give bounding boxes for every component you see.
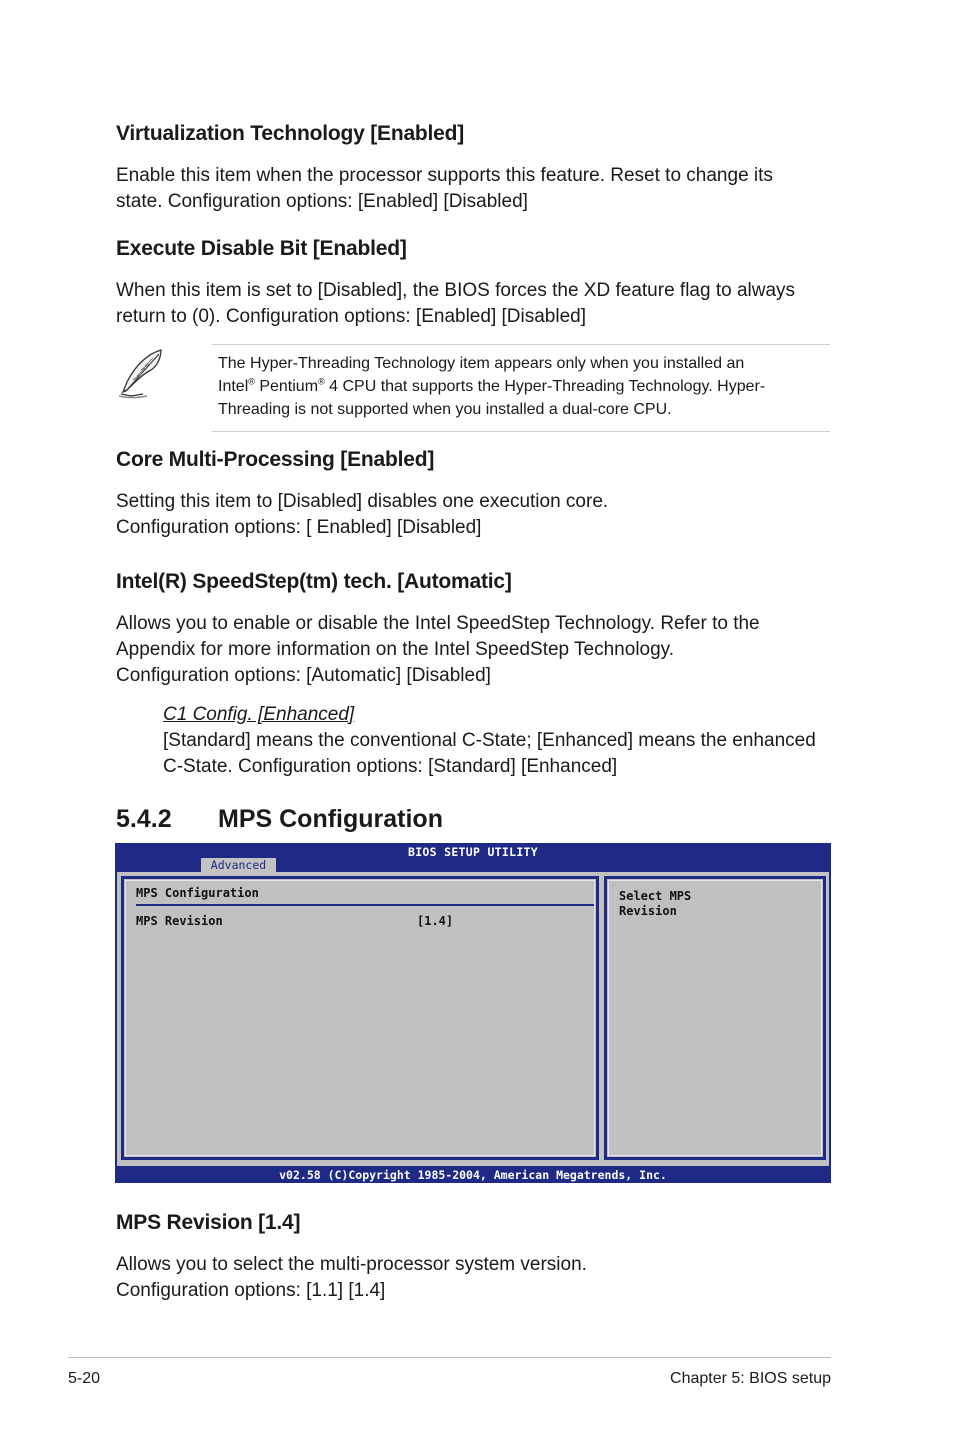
mps-revision-label[interactable]: MPS Revision (136, 914, 223, 928)
note-fragment: 4 CPU that supports the Hyper-Threading Technology. Hyper- (324, 378, 766, 395)
bios-footer: v02.58 (C)Copyright 1985-2004, American Megatrends, Inc. (279, 1168, 667, 1182)
registered-mark: ® (248, 376, 255, 387)
bios-help-panel (604, 876, 826, 1160)
note-box (212, 344, 830, 432)
divider (136, 904, 594, 906)
text-line: Configuration options: [1.1] [1.4] (116, 1280, 386, 1301)
note-fragment: Intel (218, 378, 249, 395)
note-fragment: Pentium (254, 378, 319, 395)
section-number: 5.4.2 (116, 805, 172, 833)
section-title: MPS Configuration (218, 805, 443, 833)
registered-mark: ® (318, 376, 325, 387)
note-line: Threading is not supported when you installed a dual-core CPU. (218, 401, 672, 418)
paragraph-execute-disable (116, 278, 836, 330)
text-line: C-State. Configuration options: [Standard] [Enhanced] (163, 756, 618, 777)
heading-core-multi: Core Multi-Processing [Enabled] (116, 448, 435, 471)
text-line: Enable this item when the processor supports this feature. Reset to change its (116, 165, 773, 186)
help-line: Select MPS (619, 889, 692, 903)
bios-screen (115, 843, 831, 1183)
note-text (218, 352, 765, 421)
text-line: Allows you to enable or disable the Intel SpeedStep Technology. Refer to the (116, 613, 760, 634)
heading-speedstep: Intel(R) SpeedStep(tm) tech. [Automatic] (116, 570, 512, 593)
bios-help-text (619, 889, 691, 919)
paragraph-mps-revision (116, 1252, 836, 1304)
text-line: state. Configuration options: [Enabled] [Disabled] (116, 191, 528, 212)
help-line: Revision (619, 904, 677, 918)
note-line (218, 375, 765, 398)
text-line: When this item is set to [Disabled], the BIOS forces the XD feature flag to always (116, 280, 796, 301)
heading-execute-disable: Execute Disable Bit [Enabled] (116, 237, 407, 260)
feather-pen-icon (113, 346, 169, 402)
paragraph-core-multi (116, 489, 836, 541)
text-line: Setting this item to [Disabled] disables one execution core. (116, 491, 609, 512)
bios-title: BIOS SETUP UTILITY (407, 845, 539, 859)
paragraph-speedstep (116, 611, 836, 689)
footer-rule (68, 1357, 831, 1358)
chapter-label: Chapter 5: BIOS setup (670, 1370, 831, 1387)
heading-mps-revision: MPS Revision [1.4] (116, 1211, 301, 1234)
text-line: Configuration options: [ Enabled] [Disabled] (116, 517, 482, 538)
heading-virtualization: Virtualization Technology [Enabled] (116, 122, 465, 145)
text-line: return to (0). Configuration options: [Enabled] [Disabled] (116, 306, 586, 327)
bios-main-panel (121, 876, 599, 1160)
paragraph-virtualization (116, 163, 836, 215)
bios-panel-heading: MPS Configuration (136, 886, 259, 900)
c1-title: C1 Config. [Enhanced] (163, 704, 355, 725)
text-line: Configuration options: [Automatic] [Disabled] (116, 665, 491, 686)
subsection-c1-config (163, 702, 816, 780)
text-line: Appendix for more information on the Intel SpeedStep Technology. (116, 639, 675, 660)
bios-body (117, 872, 829, 1166)
tab-advanced[interactable]: Advanced (201, 858, 276, 872)
page-number: 5-20 (68, 1370, 101, 1387)
mps-revision-value[interactable]: [1.4] (417, 914, 454, 928)
section-heading-mps-configuration (116, 805, 443, 834)
text-line: [Standard] means the conventional C-State; [Enhanced] means the enhanced (163, 730, 816, 751)
note-line: The Hyper-Threading Technology item appears only when you installed an (218, 355, 745, 372)
text-line: Allows you to select the multi-processor system version. (116, 1254, 587, 1275)
